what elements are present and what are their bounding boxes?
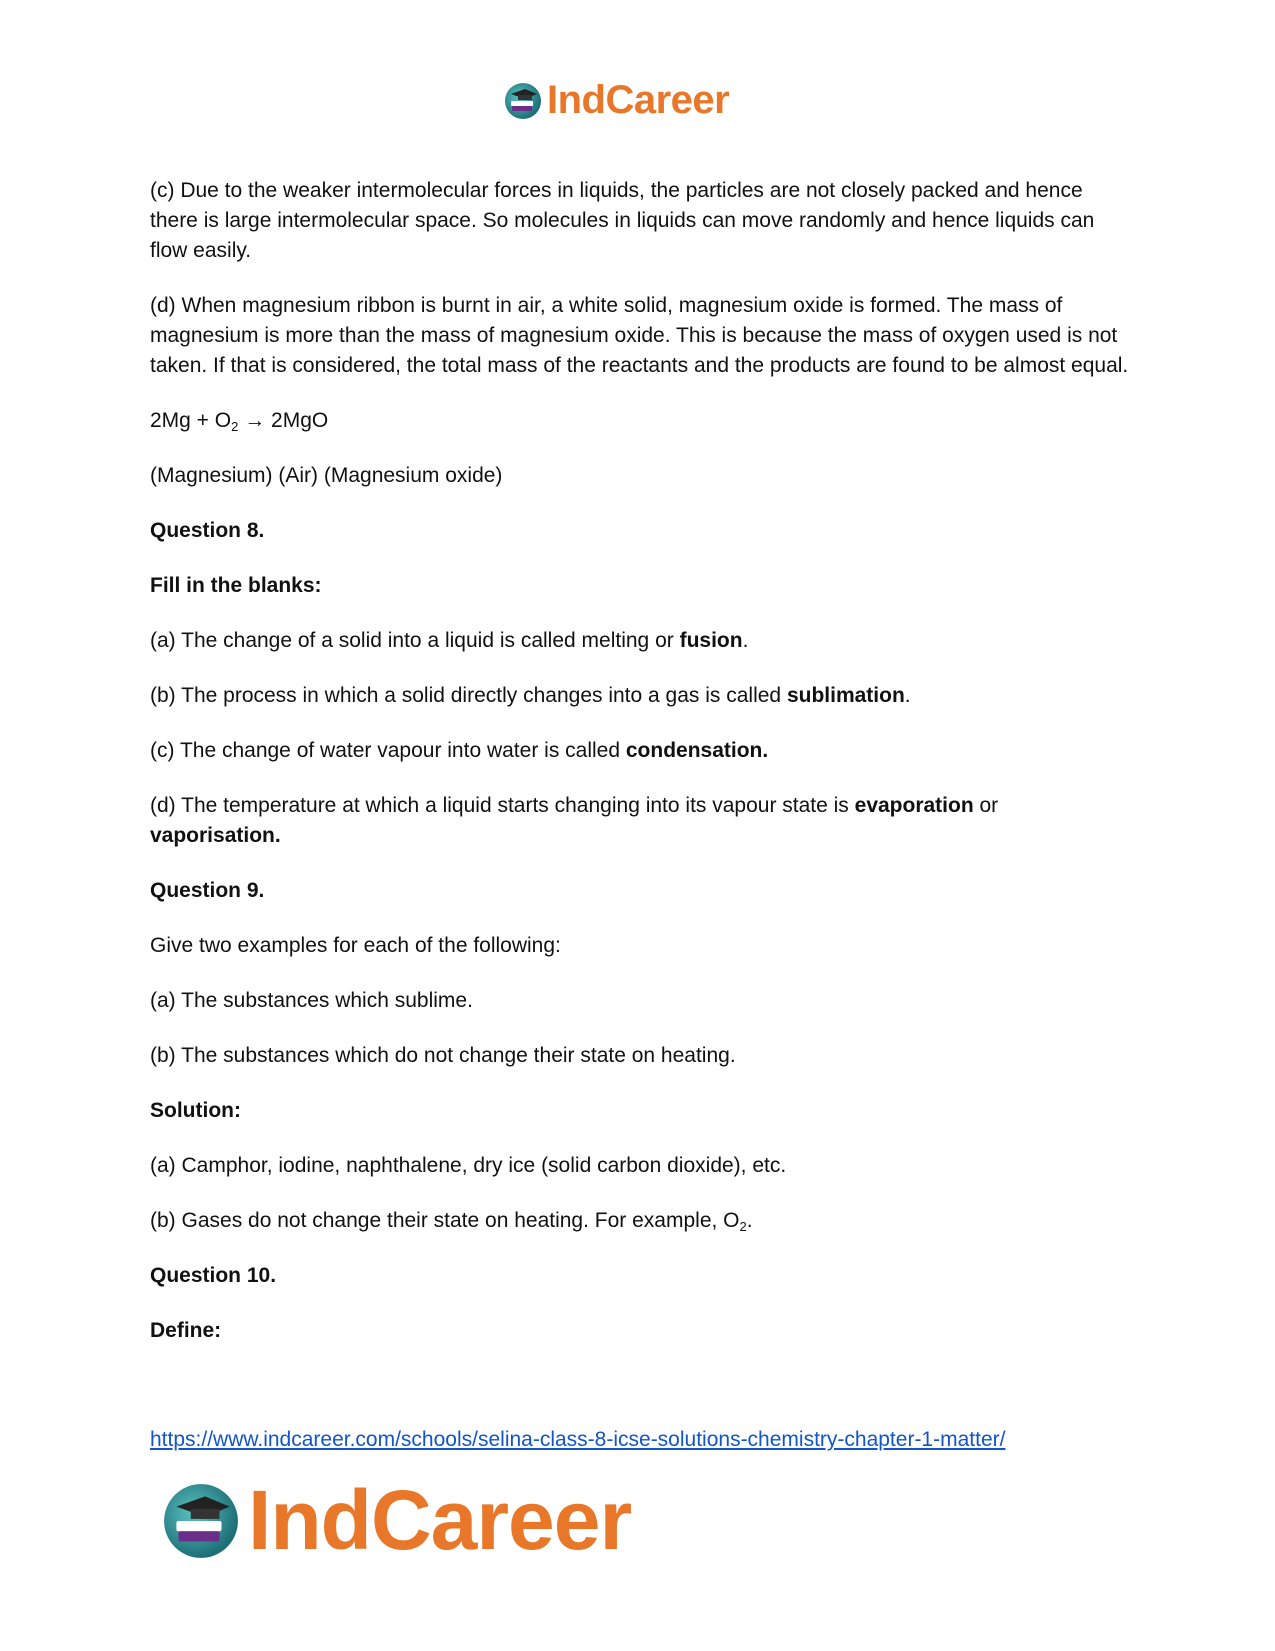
fill-answer-a [150,626,1130,656]
answer-term: vaporisation. [150,824,281,847]
answer-term: evaporation [854,794,974,817]
logo-wordmark: IndCareer [547,78,730,122]
graduation-cap-book-icon [160,1480,242,1562]
header-logo [503,78,729,123]
text-span: or [973,794,999,817]
question-9-prompt: Give two examples for each of the following: [150,934,561,957]
answer-term: sublimation [786,684,905,707]
text-span: (b) Gases do not change their state on heating. For example, O [150,1209,740,1232]
question-9-part-a: (a) The substances which sublime. [150,989,473,1012]
answer-term: condensation. [625,739,769,762]
question-10-heading: Question 10. [150,1264,277,1287]
fill-answer-d [150,791,1130,851]
graduation-cap-book-icon [503,81,543,121]
solution-part-b [150,1206,1130,1236]
text-span: (c) The change of water vapour into water is called [150,739,626,762]
solution-heading: Solution: [150,1099,241,1122]
define-heading: Define: [150,1319,222,1342]
equation-right: → 2MgO [238,409,329,432]
text-span: (d) The temperature at which a liquid starts changing into its vapour state is [150,794,855,817]
text-span: . [746,1209,753,1232]
source-url-link[interactable]: https://www.indcareer.com/schools/selina-class-8-icse-solutions-chemistry-chapter-1-matter/ [150,1428,1006,1451]
equation-labels: (Magnesium) (Air) (Magnesium oxide) [150,464,503,487]
text-span: (b) The process in which a solid directly changes into a gas is called [150,684,787,707]
question-9-part-b: (b) The substances which do not change their state on heating. [150,1044,736,1067]
text-span: (a) The change of a solid into a liquid is called melting or [150,629,680,652]
logo-wordmark: IndCareer [248,1473,632,1567]
chemical-equation [150,406,1130,436]
document-body [150,176,1130,1371]
fill-blanks-heading: Fill in the blanks: [150,574,322,597]
question-9-heading: Question 9. [150,879,265,902]
footer-logo [160,1472,631,1569]
text-span: . [742,629,749,652]
equation-left: 2Mg + O [150,409,232,432]
subscript: 2 [739,1219,747,1234]
fill-answer-b [150,681,1130,711]
solution-part-a: (a) Camphor, iodine, naphthalene, dry ice (solid carbon dioxide), etc. [150,1154,787,1177]
text-span: . [904,684,911,707]
paragraph-c: (c) Due to the weaker intermolecular forces in liquids, the particles are not closely packed and hence there is large intermolecular space. So molecules in liquids can move randomly and hence liquids can flow easily. [150,179,1095,262]
equation-subscript: 2 [231,419,239,434]
answer-term: fusion [679,629,743,652]
paragraph-d: (d) When magnesium ribbon is burnt in air, a white solid, magnesium oxide is formed. The mass of magnesium is more than the mass of magnesium oxide. This is because the mass of oxygen used is not taken. If that is considered, the total mass of the reactants and the products are found to be almost equal. [150,294,1129,377]
question-8-heading: Question 8. [150,519,265,542]
fill-answer-c [150,736,1130,766]
